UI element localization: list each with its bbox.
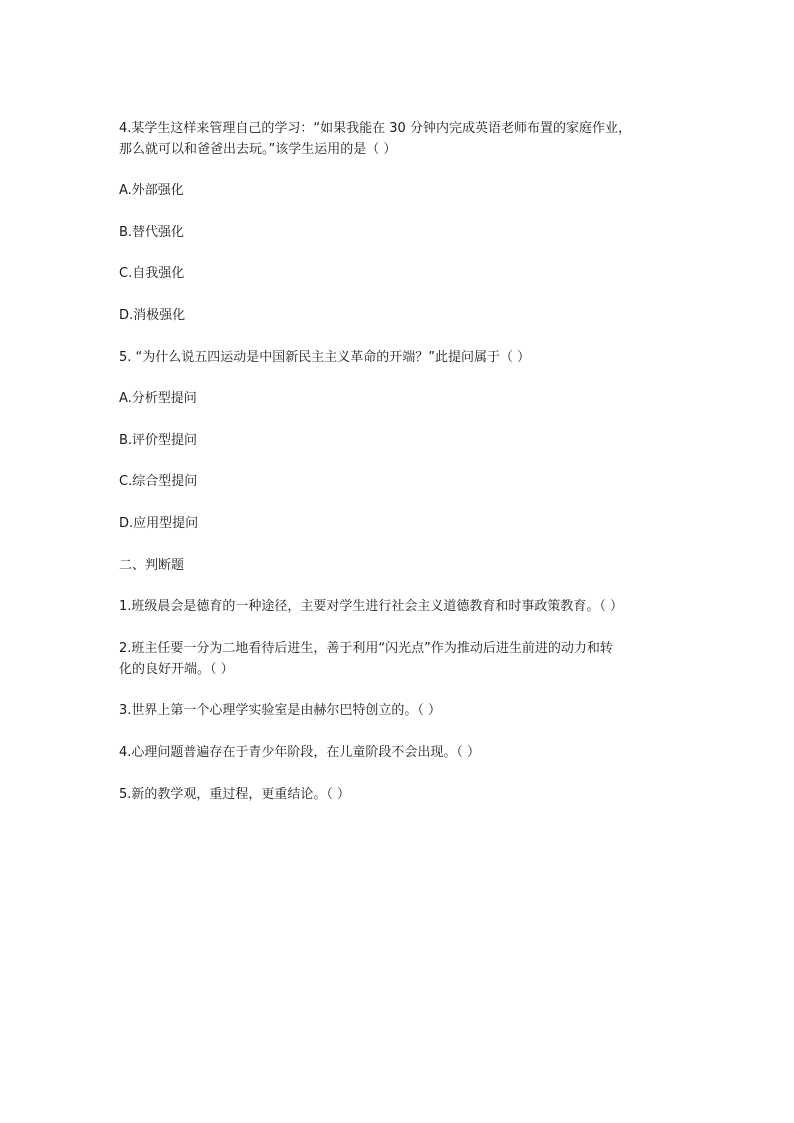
q4-option-a: A.外部强化: [119, 183, 184, 198]
tf-item-1: 1.班级晨会是德育的一种途径，主要对学生进行社会主义道德教育和时事政策教育。（ ）: [119, 599, 624, 614]
q4-option-c: C.自我强化: [119, 266, 185, 281]
q4-stem-line-2: 那么就可以和爸爸出去玩。”该学生运用的是（ ）: [119, 142, 397, 157]
q5-option-a: A.分析型提问: [119, 391, 197, 406]
tf-item-2-line-2: 化的良好开端。（ ）: [119, 662, 234, 677]
tf-item-4: 4.心理问题普遍存在于青少年阶段，在儿童阶段不会出现。（ ）: [119, 745, 481, 760]
q4-option-d: D.消极强化: [119, 308, 186, 323]
tf-item-3: 3.世界上第一个心理学实验室是由赫尔巴特创立的。（ ）: [119, 703, 442, 718]
q4-option-b: B.替代强化: [119, 225, 185, 240]
q5-stem: 5. “为什么说五四运动是中国新民主主义革命的开端？”此提问属于（ ）: [119, 350, 531, 365]
q5-option-b: B.评价型提问: [119, 433, 198, 448]
section-heading: 二、判断题: [119, 558, 185, 573]
tf-item-2-line-1: 2.班主任要一分为二地看待后进生，善于利用“闪光点”作为推动后进生前进的动力和转: [119, 641, 613, 656]
q5-option-c: C.综合型提问: [119, 474, 198, 489]
q4-stem-line-1: 4.某学生这样来管理自己的学习：“如果我能在 30 分钟内完成英语老师布置的家庭作业，: [119, 121, 631, 136]
q5-option-d: D.应用型提问: [119, 516, 199, 531]
tf-item-5: 5.新的教学观，重过程，更重结论。（ ）: [119, 787, 351, 802]
